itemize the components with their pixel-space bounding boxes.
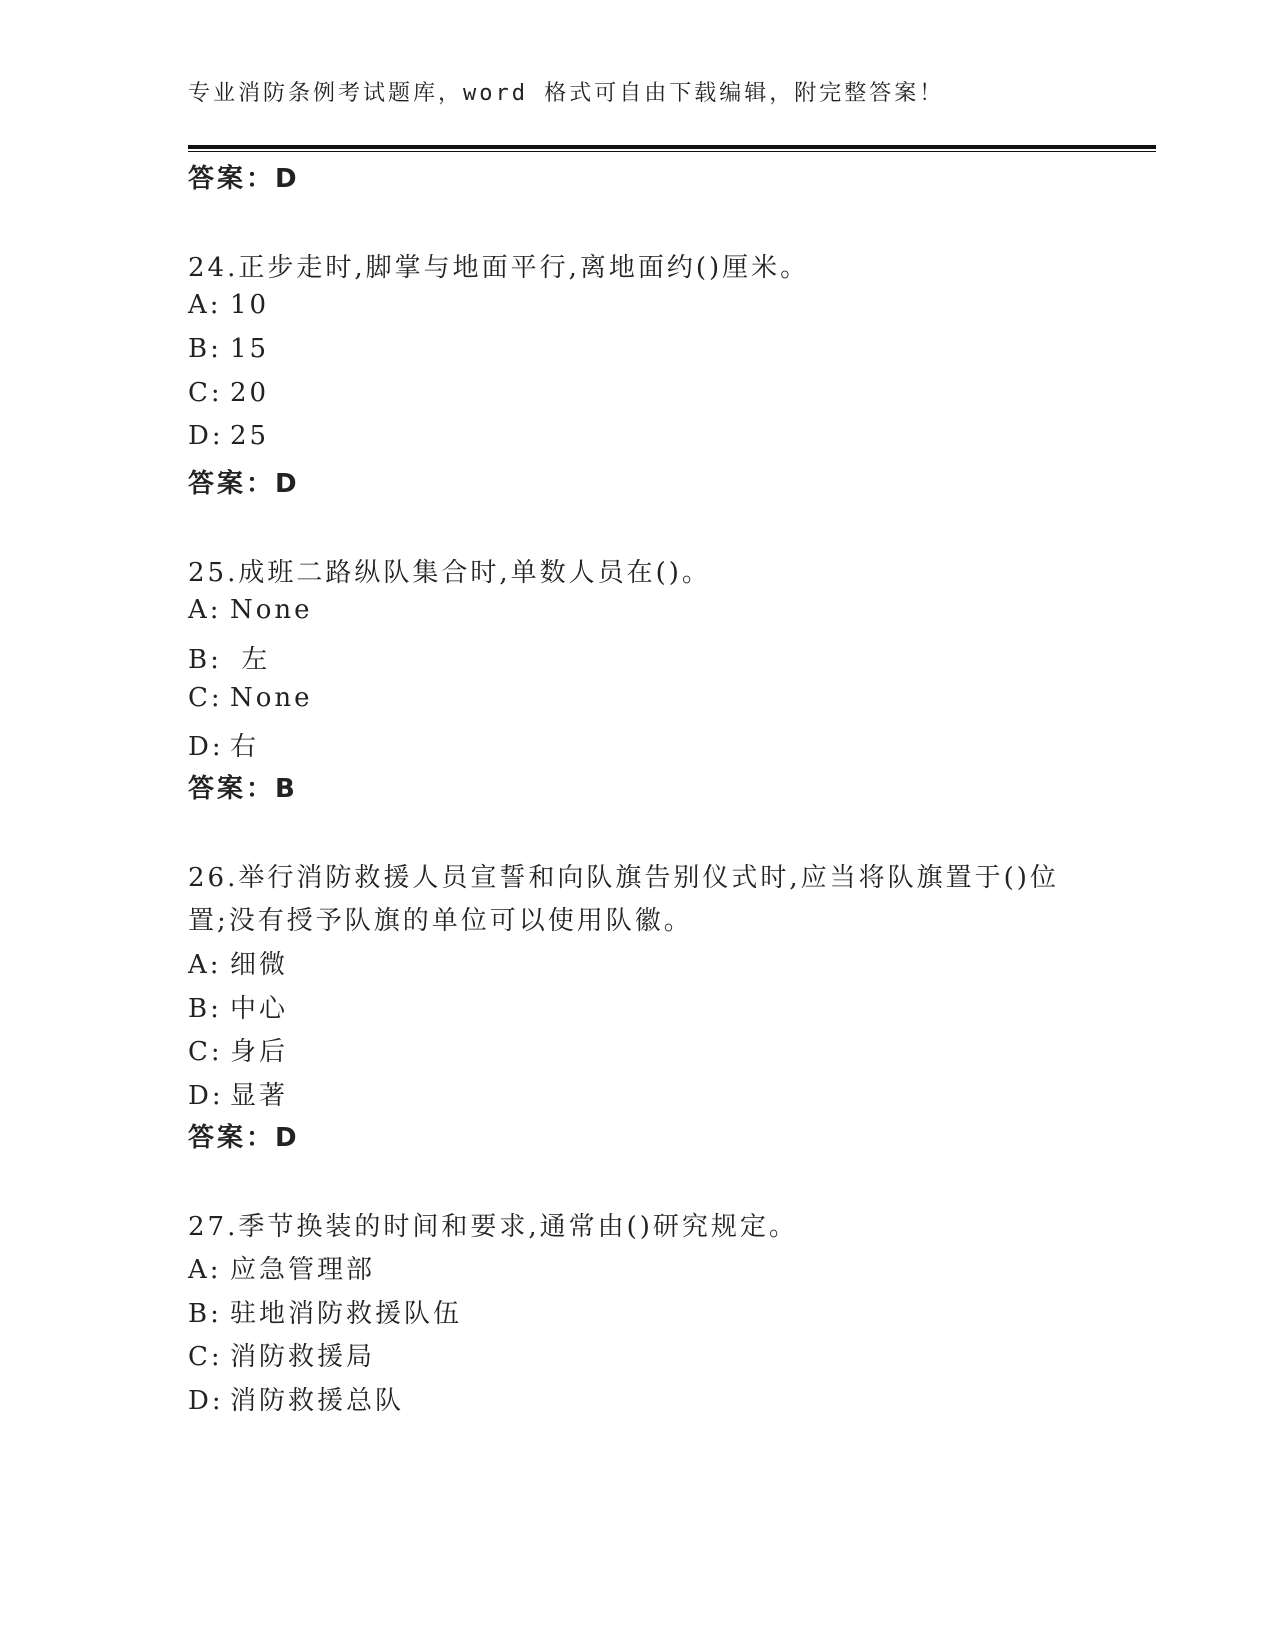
question-stem: 24.正步走时,脚掌与地面平行,离地面约()厘米。: [188, 253, 810, 283]
option-b: [188, 639, 270, 676]
option-a: [188, 290, 269, 320]
option-letter: C:: [188, 1342, 223, 1372]
option-b: [188, 1293, 462, 1330]
option-d: [188, 1075, 288, 1112]
option-letter: D:: [188, 732, 224, 762]
option-text: 20: [230, 378, 270, 408]
option-a: [188, 1249, 375, 1286]
option-c: [188, 1336, 375, 1373]
question-stem: 25.成班二路纵队集合时,单数人员在()。: [188, 558, 711, 588]
option-a: [188, 944, 288, 981]
header-divider: [188, 145, 1156, 149]
option-text: 显著: [230, 1081, 289, 1111]
option-letter: A:: [188, 950, 222, 980]
answer-line: 答案：D: [188, 164, 300, 194]
option-letter: D:: [188, 1386, 224, 1416]
option-c: [188, 1031, 288, 1068]
option-text: 15: [230, 334, 270, 364]
option-text: 消防救援局: [230, 1342, 376, 1372]
answer-line: 答案：D: [188, 469, 300, 499]
option-text: None: [230, 683, 313, 713]
option-text: 10: [230, 290, 270, 320]
option-text: None: [230, 595, 313, 625]
option-text: 消防救援总队: [230, 1386, 405, 1416]
option-letter: B:: [188, 645, 222, 675]
option-letter: A:: [188, 290, 222, 320]
header-divider-thin: [188, 151, 1156, 152]
option-a: [188, 595, 313, 625]
option-c: [188, 378, 269, 408]
option-letter: A:: [188, 595, 222, 625]
option-d: [188, 1380, 404, 1417]
option-d: [188, 726, 259, 763]
option-letter: B:: [188, 334, 222, 364]
answer-line: 答案：D: [188, 1123, 300, 1153]
option-text: 驻地消防救援队伍: [230, 1299, 463, 1329]
option-text: 左: [230, 645, 271, 675]
option-b: [188, 988, 288, 1025]
question-stem: 27.季节换装的时间和要求,通常由()研究规定。: [188, 1212, 798, 1242]
option-letter: D:: [188, 421, 224, 451]
option-b: [188, 334, 269, 364]
option-letter: B:: [188, 1299, 222, 1329]
option-text: 25: [230, 421, 270, 451]
option-letter: B:: [188, 994, 222, 1024]
option-c: [188, 683, 313, 713]
option-text: 右: [230, 732, 260, 762]
option-d: [188, 421, 269, 451]
option-text: 身后: [230, 1037, 289, 1067]
option-text: 中心: [230, 994, 289, 1024]
option-letter: A:: [188, 1255, 222, 1285]
answer-line: 答案：B: [188, 774, 298, 804]
option-letter: C:: [188, 1037, 223, 1067]
option-letter: D:: [188, 1081, 224, 1111]
question-stem-continued: 置;没有授予队旗的单位可以使用队徽。: [188, 906, 693, 936]
option-text: 细微: [230, 950, 289, 980]
question-stem: 26.举行消防救援人员宣誓和向队旗告别仪式时,应当将队旗置于()位: [188, 863, 1059, 893]
option-letter: C:: [188, 378, 223, 408]
page-header: 专业消防条例考试题库，word 格式可自由下载编辑，附完整答案！: [188, 81, 945, 106]
option-letter: C:: [188, 683, 223, 713]
option-text: 应急管理部: [230, 1255, 376, 1285]
